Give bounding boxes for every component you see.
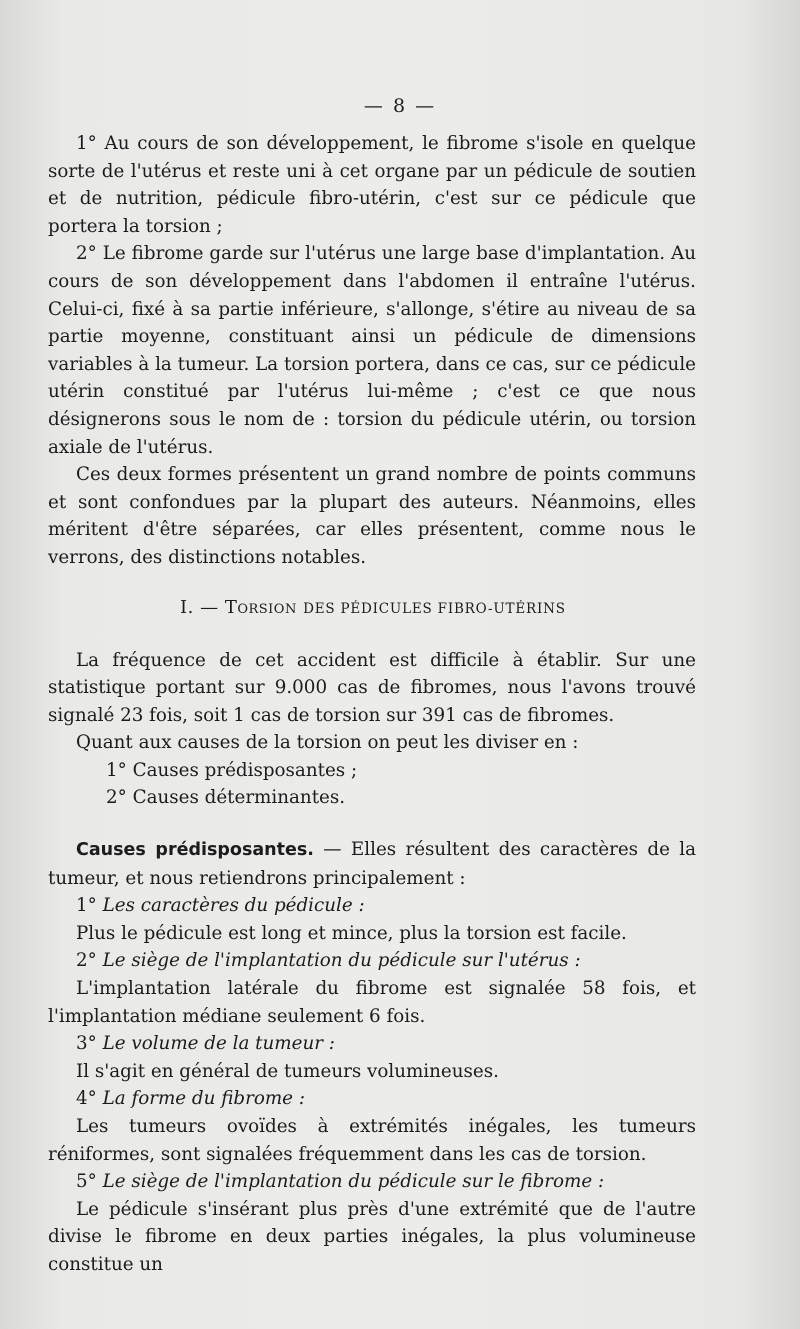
section-title-first: Torsion: [224, 596, 297, 618]
paragraph-fibro-uterine-pedicle: 1° Au cours de son développement, le fibrome s'isole en quelque sorte de l'utérus et reste uni à cet organe par un pédicule de soutien et de nutrition, pédicule fibro-utérin, c'est sur ce pédicule que portera la torsion ;: [48, 133, 696, 237]
cause-3-number: 3°: [76, 1033, 97, 1055]
cause-5-label: Le siège de l'implantation du pédicule sur le fibrome :: [102, 1171, 605, 1193]
cause-5-title: [48, 1168, 696, 1196]
cause-4-text: Les tumeurs ovoïdes à extrémités inégales, les tumeurs réniformes, sont signalées fréquemment dans les cas de torsion.: [48, 1116, 696, 1165]
cause-4-number: 4°: [76, 1088, 97, 1110]
list-item-determining: 2° Causes déterminantes.: [106, 787, 346, 809]
cause-5-text: Le pédicule s'insérant plus près d'une extrémité que de l'autre divise le fibrome en deux parties inégales, la plus volumineuse constitue un: [48, 1198, 696, 1275]
cause-2-title: [48, 947, 696, 975]
section-title-rest: DES PÉDICULES FIBRO-UTÉRINS: [303, 600, 566, 617]
paragraph-uterine-pedicle: 2° Le fibrome garde sur l'utérus une large base d'implantation. Au cours de son développement dans l'abdomen il entraîne l'utérus. Celui-ci, fixé à sa partie inférieure, s'allonge, s'étire au niveau de sa partie moyenne, constituant ainsi un pédicule de dimensions variables à la tumeur. La torsion portera, dans ce cas, sur ce pédicule utérin constitué par l'utérus lui-même ; c'est ce que nous désignerons sous le nom de : torsion du pédicule utérin, ou torsion axiale de l'utérus.: [48, 243, 696, 458]
cause-2-label: Le siège de l'implantation du pédicule sur l'utérus :: [102, 950, 581, 972]
cause-3-text: Il s'agit en général de tumeurs volumineuses.: [76, 1060, 499, 1082]
paragraph-causes-division: Quant aux causes de la torsion on peut les diviser en :: [76, 732, 579, 754]
cause-3-label: Le volume de la tumeur :: [102, 1033, 335, 1055]
cause-4-title: [48, 1085, 696, 1113]
list-item-predisposing: 1° Causes prédisposantes ;: [106, 759, 358, 781]
cause-2-text: L'implantation latérale du fibrome est signalée 58 fois, et l'implantation médiane seulement 6 fois.: [48, 978, 696, 1027]
section-numeral: I.: [180, 596, 194, 618]
causes-heading: Causes prédisposantes.: [76, 840, 314, 861]
paragraph-frequency: La fréquence de cet accident est difficile à établir. Sur une statistique portant sur 9.000 cas de fibromes, nous l'avons trouvé signalé 23 fois, soit 1 cas de torsion sur 391 cas de fibromes.: [48, 649, 696, 726]
paragraph-two-forms: Ces deux formes présentent un grand nombre de points communs et sont confondues par la plupart des auteurs. Néanmoins, elles méritent d'être séparées, car elles présentent, comme nous le verrons, des distinctions notables.: [48, 464, 696, 568]
cause-3-title: [48, 1030, 696, 1058]
cause-5-number: 5°: [76, 1171, 97, 1193]
section-heading: [48, 594, 696, 623]
cause-4-label: La forme du fibrome :: [102, 1088, 305, 1110]
cause-1-title: [48, 892, 696, 920]
cause-1-number: 1°: [76, 895, 97, 917]
causes-intro: — Elles résultent des caractères de la tumeur, et nous retiendrons principalement :: [48, 839, 696, 889]
page-body: [48, 130, 696, 1279]
cause-1-label: Les caractères du pédicule :: [102, 895, 365, 917]
cause-1-text: Plus le pédicule est long et mince, plus la torsion est facile.: [76, 922, 627, 944]
page-number: — 8 —: [363, 95, 437, 117]
cause-2-number: 2°: [76, 950, 97, 972]
paragraph-predisposing-causes: [48, 836, 696, 892]
section-dash: —: [200, 596, 219, 618]
